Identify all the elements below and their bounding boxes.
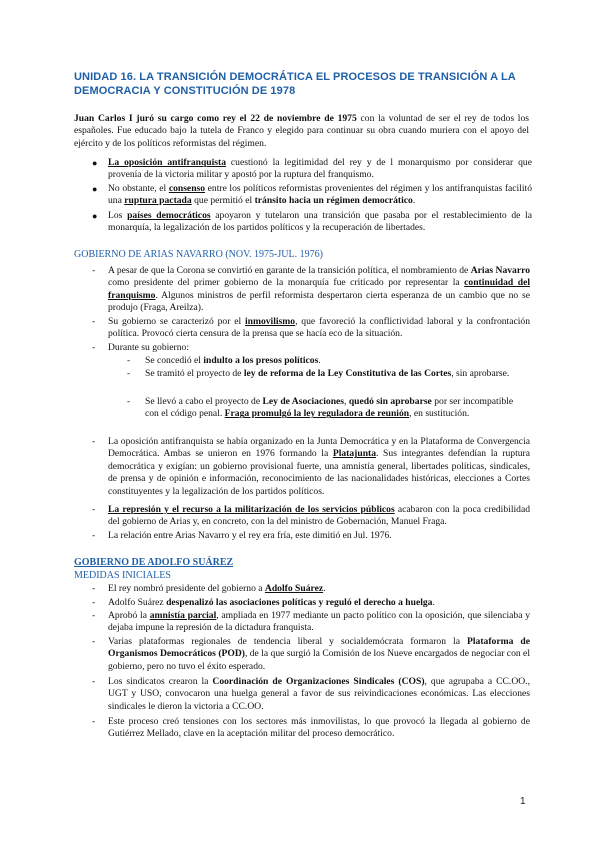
term-despenalizo: despenalizó las asociaciones políticas y reguló el derecho a huelga: [166, 597, 433, 608]
item-text: La oposición antifranquista se había organizado en la Junta Democrática y en la Plataforma de Convergencia Democrática. Ambas se unieron en 1976 formando la: [108, 436, 530, 460]
bullet-icon: ●: [92, 184, 98, 194]
term-consenso: consenso: [168, 183, 206, 194]
dash-marker: -: [92, 316, 96, 327]
item-text: A pesar de que la Corona se convirtió en garante de la transición política, el nombramiento de: [108, 265, 471, 276]
item-text: , sin aprobarse.: [451, 368, 510, 379]
item-text: .: [323, 583, 326, 594]
item-text: Se llevó a cabo el proyecto de: [145, 396, 263, 407]
item-text: , ampliada en 1977 mediante un pacto político con la oposición, que silenciaba y dejaba impune la represión de la dictadura franquista.: [108, 610, 531, 634]
item-text: La relación entre Arias Navarro y el rey era fría, este dimitió en Jul. 1976.: [108, 530, 392, 541]
item-text: como presidente del primer gobierno de la monarquía fue criticado por representar la: [108, 277, 465, 289]
dash-marker: -: [92, 610, 96, 621]
term-ley-asociaciones: Ley de Asociaciones: [262, 396, 345, 407]
item-text: Este proceso creó tensiones con los sectores más inmovilistas, lo que provocó la llegada al gobierno de Gutiérrez Mellado, clave en la aceptación militar del proceso democrático.: [108, 716, 530, 740]
term-arias: Arias Navarro: [470, 265, 530, 276]
item-text: . Algunos ministros de perfil reformista despertaron cierta esperanza de un cambio que no se produjo (Fraga, Areilza).: [108, 289, 530, 314]
item-text: por ser incompatible con el código penal.: [145, 396, 514, 420]
item-text: Durante su gobierno:: [108, 342, 189, 353]
item-text: .: [318, 355, 321, 366]
term-indulto: indulto a los presos políticos: [203, 355, 319, 366]
bullet-text: No obstante, el: [108, 183, 169, 194]
item-text: Varias plataformas regionales de tendencia liberal y socialdemócrata formaron la: [108, 636, 468, 647]
term-paises: países democráticos: [127, 210, 211, 221]
dash-marker: -: [127, 396, 131, 407]
intro-text: con la voluntad de ser el rey de todos los españoles. Fue educado bajo la tutela de Franco y elegido para continuar su obra cuando muriera con el apoyo del ejército y de los políticos reformistas del régimen.: [74, 113, 529, 149]
bullet-text: entre los políticos reformistas provenientes del régimen y los antifranquistas facilitó una: [108, 183, 532, 207]
dash-marker: -: [92, 597, 96, 608]
term-fraga-ley: Fraga promulgó la ley reguladora de reunión: [224, 408, 410, 420]
dash-marker: -: [127, 368, 131, 379]
item-text: . Sus integrantes defendían la ruptura democrática y exigían: un gobierno provisional fuerte, una amnistía general, libertades políticas, sindicales, de prensa y de opinión e información, reconocimiento de las nacionalidades históricas, elecciones a Cortes constituyentes y la legalización de los partidos políticos.: [108, 448, 530, 497]
term-opposition: La oposición antifranquista: [108, 157, 227, 168]
term-ruptura-pactada: ruptura pactada: [124, 195, 192, 207]
item-text: , en sustitución.: [409, 408, 470, 420]
dash-marker: -: [92, 676, 96, 687]
page-number: 1: [520, 796, 526, 807]
item-text: Se concedió el: [145, 355, 204, 366]
intro-bold-lead: Juan Carlos I juró su cargo como rey el 22 de noviembre de 1975: [74, 113, 357, 124]
term-transito: tránsito hacia un régimen democrático: [254, 195, 413, 207]
dash-marker: -: [127, 355, 131, 366]
bullet-text: cuestionó la legitimidad del rey y de l monarquismo por considerar que provenía de la victoria militar y apostó por la ruptura del franquismo.: [108, 157, 532, 181]
dash-marker: -: [92, 530, 96, 541]
term-platajunta: Platajunta: [332, 448, 377, 460]
item-text: Aprobó la: [108, 610, 150, 621]
dash-marker: -: [92, 265, 96, 276]
term-pod: Plataforma de Organismos Democráticos (POD): [108, 636, 530, 660]
term-suarez: Adolfo Suárez: [264, 583, 324, 594]
document-title: UNIDAD 16. LA TRANSICIÓN DEMOCRÁTICA EL PROCESOS DE TRANSICIÓN A LA DEMOCRACIA Y CONSTITUCIÓN DE 1978: [74, 71, 516, 97]
subsection-heading: MEDIDAS INICIALES: [74, 570, 171, 581]
item-text: El rey nombró presidente del gobierno a: [108, 583, 265, 594]
dash-marker: -: [92, 436, 96, 447]
term-ley-reforma: ley de reforma de la Ley Constitutiva de las Cortes: [243, 368, 452, 379]
dash-marker: -: [92, 342, 96, 353]
dash-marker: -: [92, 636, 96, 647]
section-heading-suarez: GOBIERNO DE ADOLFO SUÁREZ: [74, 557, 234, 568]
item-text: , que agrupaba a CC.OO., UGT y USO, convocaron una huelga general a favor de sus reivindicaciones económicas. Las elecciones sindicales le dieron la victoria a CC.OO.: [108, 676, 530, 712]
term-sin-aprobarse: quedó sin aprobarse: [348, 396, 432, 407]
section-heading-arias: GOBIERNO DE ARIAS NAVARRO (NOV. 1975-JUL. 1976): [74, 249, 323, 260]
bullet-icon: ●: [92, 158, 98, 168]
bullet-text: apoyaron y tutelaron una transición que pasaba por el restablecimiento de la monarquía, la legalización de los partidos políticos y la recuperación de libertades.: [108, 210, 532, 234]
term-represion: La represión y el recurso a la militarización de los servicios públicos: [108, 504, 395, 515]
intro-paragraph: [74, 113, 529, 150]
bullet-text: que permitió el: [191, 195, 255, 207]
item-text: Se tramitó el proyecto de: [145, 368, 244, 379]
item-text: , de la que surgió la Comisión de los Nueve encargados de negociar con el gobierno, pero no tuvo el éxito esperado.: [108, 648, 530, 672]
term-amnistia: amnistía parcial: [149, 610, 217, 621]
bullet-text: Los: [108, 210, 128, 221]
item-text: Su gobierno se caracterizó por el: [108, 316, 245, 327]
dash-marker: -: [92, 716, 96, 727]
dash-marker: -: [92, 504, 96, 515]
bullet-text: .: [412, 195, 416, 207]
item-text: acabaron con la poca credibilidad del gobierno de Arias y, en concreto, con la del ministro de Gobernación, Manuel Fraga.: [108, 504, 530, 528]
item-text: .: [432, 597, 435, 608]
bullet-icon: ●: [92, 211, 98, 221]
item-text: Los sindicatos crearon la: [108, 676, 213, 687]
dash-marker: -: [92, 583, 96, 594]
item-text: , que favoreció la conflictividad laboral y la confrontación política. Provocó cierta censura de la prensa que se hacía eco de la situación.: [108, 316, 530, 340]
item-text: Adolfo Suárez: [108, 597, 167, 608]
term-inmovilismo: inmovilismo: [244, 316, 296, 327]
term-continuidad: continuidad del franquismo: [108, 277, 531, 301]
item-text: ,: [344, 396, 349, 407]
term-cos: Coordinación de Organizaciones Sindicales (COS): [212, 676, 425, 687]
